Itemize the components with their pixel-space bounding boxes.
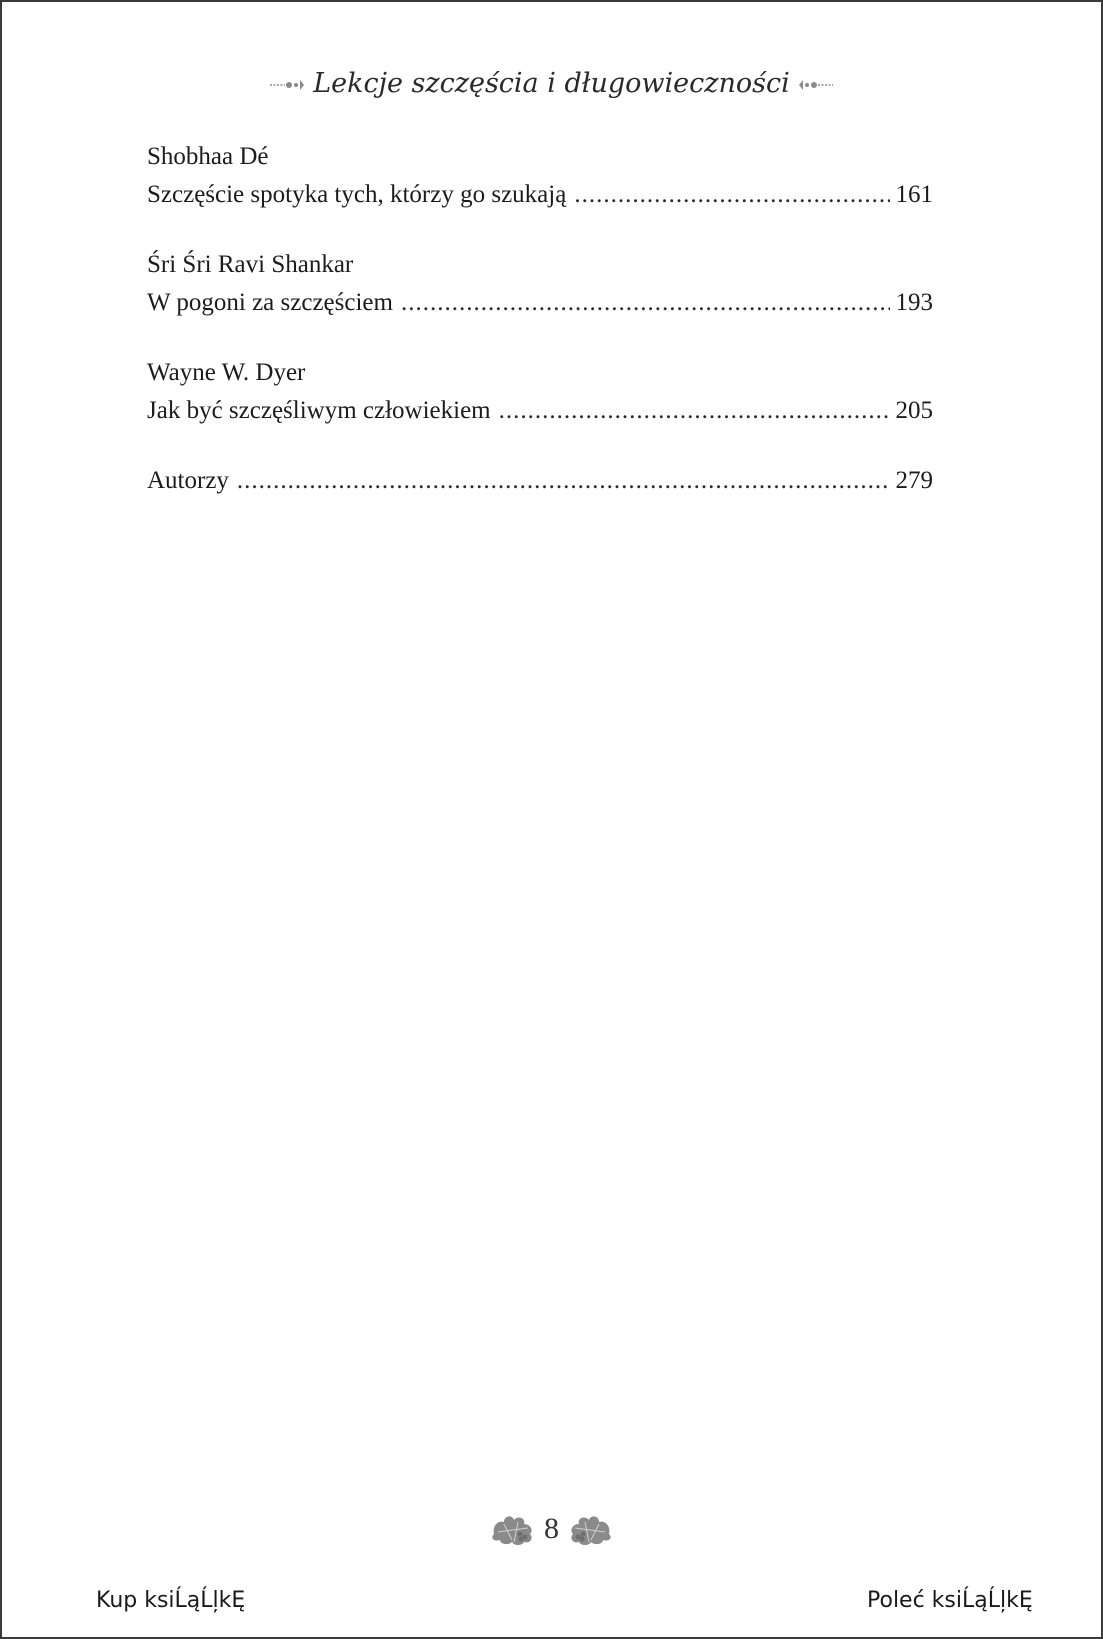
- running-title: Lekcje szczęścia i długowieczności: [313, 68, 790, 99]
- toc-page-number: 161: [895, 181, 933, 208]
- toc-author: Wayne W. Dyer: [147, 359, 306, 386]
- page-number: 8: [544, 1512, 559, 1546]
- dot-leader: [401, 284, 890, 322]
- scroll-flourish-icon: [798, 79, 834, 91]
- toc-page-number: 205: [895, 397, 933, 424]
- toc-entry: [147, 462, 933, 500]
- recommend-book-link[interactable]: Poleć ksiĹąĹļkĘ: [867, 1588, 1033, 1613]
- toc-author: Shobhaa Dé: [147, 143, 269, 170]
- dot-leader: [499, 392, 890, 430]
- toc-title: Jak być szczęśliwym człowiekiem: [147, 397, 491, 424]
- toc-entry: [147, 246, 933, 322]
- running-header: [2, 64, 1101, 104]
- scroll-flourish-icon: [269, 79, 305, 91]
- toc-entry: [147, 354, 933, 430]
- toc-page-number: 193: [895, 289, 933, 316]
- toc-title-line: [147, 462, 933, 500]
- dot-leader: [237, 462, 890, 500]
- toc-title: Szczęście spotyka tych, którzy go szukają: [147, 181, 567, 208]
- toc-title: Autorzy: [147, 467, 229, 494]
- dot-leader: [574, 176, 889, 214]
- toc-entry: [147, 138, 933, 214]
- grape-leaf-icon: [567, 1512, 613, 1546]
- grape-leaf-icon: [490, 1512, 536, 1546]
- page-folio: [2, 1507, 1101, 1551]
- toc-page-number: 279: [895, 467, 933, 494]
- toc-title-line: [147, 176, 933, 214]
- toc-title-line: [147, 392, 933, 430]
- toc-title-line: [147, 284, 933, 322]
- table-of-contents: [147, 138, 933, 532]
- toc-title: W pogoni za szczęściem: [147, 289, 393, 316]
- buy-book-link[interactable]: Kup ksiĹąĹļkĘ: [96, 1588, 246, 1613]
- toc-author: Śri Śri Ravi Shankar: [147, 251, 354, 278]
